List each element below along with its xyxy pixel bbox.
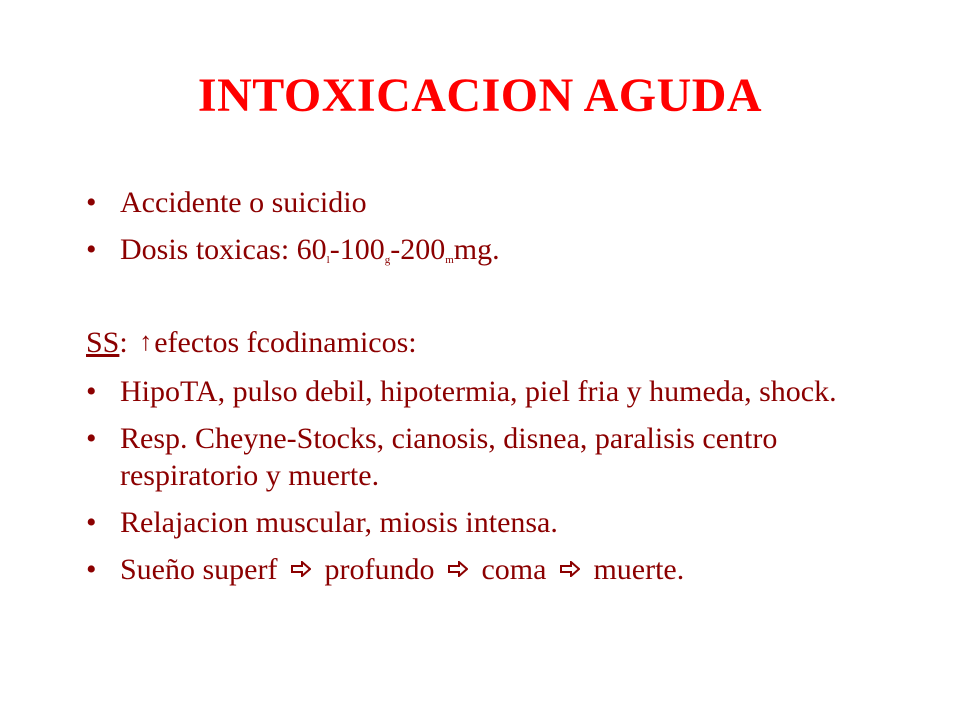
right-arrow-outline-icon bbox=[448, 561, 468, 577]
ss-heading bbox=[86, 323, 906, 361]
bullet-dot: • bbox=[86, 375, 97, 408]
dose-sub-l: l bbox=[326, 254, 330, 266]
bullet-text: Resp. Cheyne-Stocks, cianosis, disnea, paralisis centro respiratorio y muerte. bbox=[120, 422, 778, 492]
dose-prefix: Dosis toxicas: 60 bbox=[120, 233, 327, 266]
dose-sub-m: m bbox=[445, 254, 454, 266]
bullet-item bbox=[86, 231, 906, 279]
bullet-item bbox=[86, 504, 906, 541]
bullet-item bbox=[86, 373, 906, 410]
sleep-stage-2: profundo bbox=[324, 553, 435, 586]
bullet-item bbox=[86, 420, 906, 494]
up-arrow-icon: ↑ bbox=[139, 327, 153, 356]
bullet-dot: • bbox=[86, 186, 97, 219]
right-arrow-outline-icon bbox=[291, 561, 311, 577]
bullet-dot: • bbox=[86, 233, 97, 266]
right-arrow-outline-icon bbox=[560, 561, 580, 577]
slide-content bbox=[86, 184, 906, 598]
dose-mid2: -200 bbox=[390, 233, 446, 266]
bullet-dot: • bbox=[86, 553, 97, 586]
ss-colon: : bbox=[119, 326, 128, 359]
slide-title: INTOXICACION AGUDA bbox=[197, 69, 763, 122]
bullet-dot: • bbox=[86, 422, 97, 455]
bullet-item bbox=[86, 551, 906, 588]
dose-suffix: mg. bbox=[453, 233, 500, 266]
sleep-stage-3: coma bbox=[481, 553, 547, 586]
dose-mid1: -100 bbox=[329, 233, 385, 266]
bullet-dot: • bbox=[86, 506, 97, 539]
bullet-text: Accidente o suicidio bbox=[120, 186, 367, 219]
bullet-text: Relajacion muscular, miosis intensa. bbox=[120, 506, 558, 539]
ss-label: SS bbox=[86, 326, 120, 359]
bullet-text: HipoTA, pulso debil, hipotermia, piel fria y humeda, shock. bbox=[120, 375, 837, 408]
sleep-stage-1: Sueño superf bbox=[120, 553, 278, 586]
ss-text: efectos fcodinamicos: bbox=[154, 326, 417, 359]
dose-sub-g: g bbox=[384, 254, 391, 266]
sleep-stage-4: muerte. bbox=[593, 553, 685, 586]
bullet-item bbox=[86, 184, 906, 221]
